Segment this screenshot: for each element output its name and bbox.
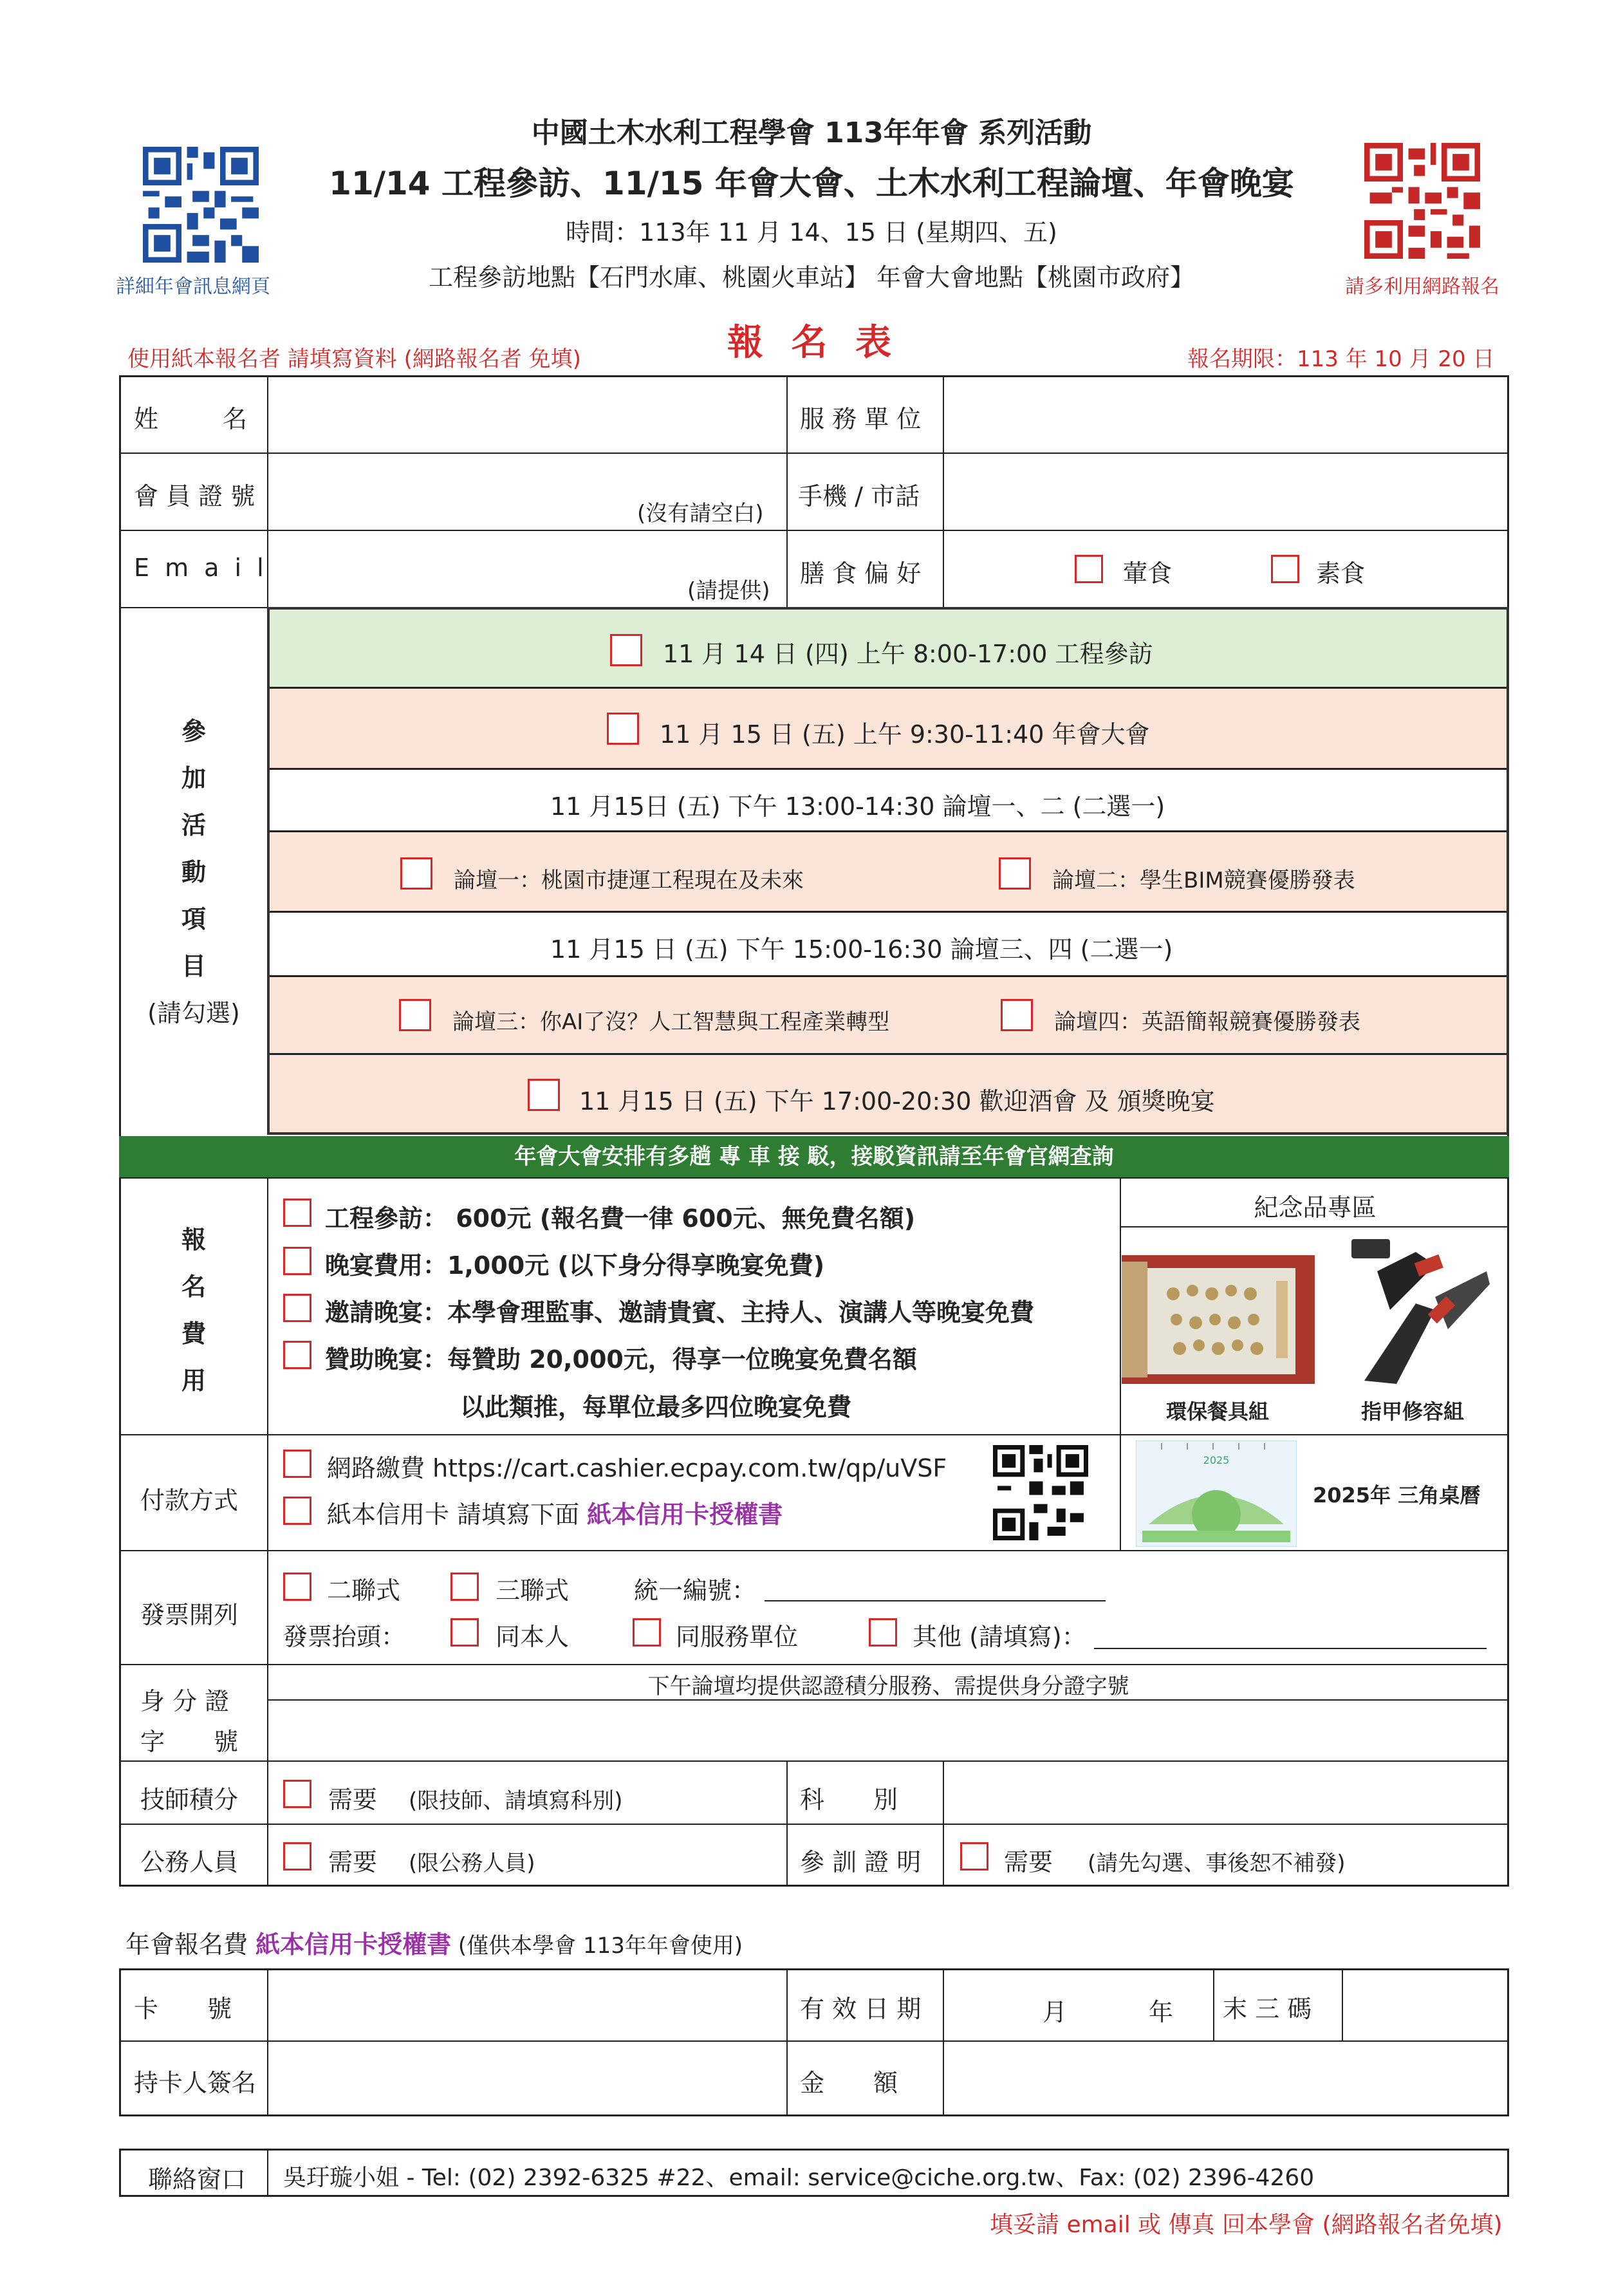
invoice-same-person-checkbox[interactable] [450, 1618, 479, 1647]
forum-2-label: 論壇二：學生BIM競賽優勝發表 [1052, 868, 1355, 893]
payment-label: 付款方式 [140, 1486, 239, 1515]
activity-2-text: 11 月 15 日 (五) 上午 9:30-11:40 年會大會 [660, 720, 1150, 749]
member-hint: (沒有請空白) [637, 501, 764, 527]
contact-label: 聯絡窗口 [148, 2165, 246, 2194]
souvenir-title: 紀念品專區 [1254, 1193, 1377, 1222]
engineer-credit-hint: (限技師、請填寫科別) [409, 1788, 623, 1814]
forum-4-checkbox[interactable] [1001, 999, 1033, 1031]
engineer-credit-label: 技師積分 [140, 1786, 239, 1814]
expiry-label: 有 效 日 期 [800, 1995, 922, 2023]
id-input[interactable] [269, 1701, 1508, 1760]
tax-id-label: 統一編號： [634, 1576, 757, 1605]
phone-label: 手機 / 市話 [798, 482, 920, 510]
footer-note: 填妥請 email 或 傳真 回本學會 (網路報名者免填) [990, 2212, 1503, 2238]
certificate-need: 需要 [1004, 1848, 1053, 1876]
certificate-hint: (請先勾選、事後恕不補發) [1088, 1851, 1346, 1876]
fees-side-label: 報 名 費 用 [181, 1226, 206, 1395]
shuttle-banner: 年會大會安排有多趟 專 車 接 駁，接駁資訊請至年會官網查詢 [119, 1136, 1509, 1177]
forum-2-checkbox[interactable] [999, 857, 1031, 890]
online-payment-text: 網路繳費 https://cart.cashier.ecpay.com.tw/qp/uVSF [327, 1454, 947, 1482]
fee-3-text: 邀請晚宴：本學會理監事、邀請貴賓、主持人、演講人等晚宴免費 [325, 1298, 1035, 1327]
card-number-label: 卡 號 [134, 1995, 232, 2023]
tableware-set-image [1122, 1255, 1315, 1384]
event-location: 工程參訪地點【石門水庫、桃園火車站】 年會大會地點【桃園市政府】 [428, 263, 1195, 292]
certificate-checkbox[interactable] [960, 1842, 988, 1871]
diet-veg-label: 素食 [1316, 559, 1366, 588]
souvenir-1-label: 環保餐具組 [1165, 1399, 1269, 1424]
activity-1-checkbox[interactable] [610, 634, 642, 666]
form-title: 報 名 表 [727, 322, 899, 364]
diet-meat-checkbox[interactable] [1075, 555, 1103, 583]
card-section-title: 年會報名費 紙本信用卡授權書 (僅供本學會 113年年會使用) [125, 1930, 743, 1959]
engineer-credit-need: 需要 [328, 1786, 378, 1814]
forum-4-label: 論壇四：英語簡報競賽優勝發表 [1054, 1009, 1360, 1035]
invoice-other-label: 其他 (請填寫)： [913, 1623, 1086, 1651]
payment-qr-code[interactable] [993, 1445, 1088, 1540]
souvenir-2-label: 指甲修容組 [1360, 1399, 1464, 1424]
civil-servant-hint: (限公務人員) [409, 1851, 535, 1876]
title-line-2: 11/14 工程參訪、11/15 年會大會、土木水利工程論壇、年會晚宴 [329, 165, 1294, 202]
paper-card-checkbox[interactable] [283, 1497, 311, 1525]
invoice-label: 發票開列 [140, 1601, 239, 1629]
fee-1-checkbox[interactable] [283, 1199, 311, 1227]
fee-4-checkbox[interactable] [283, 1341, 311, 1369]
certificate-label: 參 訓 證 明 [800, 1848, 922, 1876]
id-label-1: 身 分 證 [140, 1687, 230, 1715]
invoice-same-org-label: 同服務單位 [676, 1623, 799, 1651]
org-label: 服 務 單 位 [800, 405, 922, 433]
amount-input[interactable] [945, 2042, 1507, 2114]
cardholder-label: 持卡人簽名 [134, 2069, 257, 2097]
cardholder-signature[interactable] [269, 2042, 785, 2114]
diet-veg-checkbox[interactable] [1271, 555, 1299, 583]
qr-right-caption: 請多利用網路報名 [1345, 275, 1499, 298]
fee-1-text: 工程參訪： 600元 (報名費一律 600元、無免費名額) [325, 1204, 916, 1233]
banquet-checkbox[interactable] [528, 1079, 560, 1111]
title-line-1: 中國土木水利工程學會 113年年會 系列活動 [531, 117, 1092, 149]
department-input[interactable] [945, 1762, 1507, 1823]
card-number-input[interactable] [269, 1970, 785, 2040]
expiry-year-label: 年 [1149, 1998, 1174, 2026]
forum-3-label: 論壇三：你AI了沒？人工智慧與工程產業轉型 [452, 1009, 890, 1035]
invoice-other-input[interactable] [1094, 1618, 1487, 1649]
fee-3-checkbox[interactable] [283, 1294, 311, 1322]
name-label: 姓 名 [134, 405, 253, 433]
id-note: 下午論壇均提供認證積分服務、需提供身分證字號 [647, 1674, 1129, 1699]
card-auth-link[interactable]: 紙本信用卡授權書 [255, 1930, 452, 1959]
last3-label: 末 三 碼 [1223, 1995, 1312, 2023]
department-label: 科 別 [800, 1786, 898, 1814]
activities-side-label: 參 加 活 動 項 目 (請勾選) [147, 717, 240, 1027]
nail-kit-image [1339, 1233, 1493, 1387]
civil-servant-need: 需要 [328, 1848, 378, 1876]
desk-calendar-image [1136, 1441, 1297, 1547]
org-input[interactable] [945, 377, 1507, 452]
forum-1-checkbox[interactable] [400, 857, 432, 890]
invoice-other-checkbox[interactable] [869, 1618, 897, 1647]
expiry-month-label: 月 [1043, 1998, 1068, 2026]
qr-left-caption: 詳細年會訊息網頁 [116, 275, 270, 298]
fee-2-text: 晚宴費用：1,000元 (以下身分得享晚宴免費) [325, 1251, 825, 1280]
id-label-2: 字 號 [140, 1728, 239, 1756]
tax-id-input[interactable] [765, 1571, 1106, 1601]
paper-card-link[interactable]: 紙本信用卡授權書 [587, 1500, 783, 1529]
invoice-same-person-label: 同本人 [496, 1623, 570, 1651]
phone-input[interactable] [945, 454, 1507, 529]
event-time: 時間：113年 11 月 14、15 日 (星期四、五) [566, 218, 1057, 247]
contact-info: 吳玗璇小姐 - Tel: (02) 2392-6325 #22、email: service@ciche.org.tw、Fax: (02) 2396-4260 [283, 2165, 1315, 2191]
diet-meat-label: 葷食 [1123, 559, 1173, 588]
invoice-header-label: 發票抬頭： [283, 1623, 406, 1651]
activity-1-text: 11 月 14 日 (四) 上午 8:00-17:00 工程參訪 [663, 640, 1153, 668]
paper-note: 使用紙本報名者 請填寫資料 (網路報名者 免填) [127, 346, 581, 372]
email-label: E m a i l [134, 554, 268, 582]
fee-extra-note: 以此類推，每單位最多四位晚宴免費 [460, 1393, 852, 1421]
email-hint: (請提供) [687, 578, 770, 604]
souvenir-3-label: 2025年 三角桌曆 [1313, 1483, 1481, 1507]
online-payment-checkbox[interactable] [283, 1450, 311, 1478]
diet-label: 膳 食 偏 好 [800, 559, 922, 588]
invoice-duplicate-label: 二聯式 [327, 1576, 401, 1605]
calendar-year: 2025 [1203, 1454, 1230, 1466]
invoice-triplicate-label: 三聯式 [496, 1576, 570, 1605]
activity-2-checkbox[interactable] [607, 713, 639, 745]
last3-input[interactable] [1344, 1970, 1507, 2040]
name-input[interactable] [269, 377, 785, 452]
invoice-duplicate-checkbox[interactable] [283, 1573, 311, 1601]
member-label: 會 員 證 號 [134, 482, 255, 510]
paper-card-text: 紙本信用卡 請填寫下面 紙本信用卡授權書 [327, 1500, 783, 1529]
invoice-same-org-checkbox[interactable] [633, 1618, 661, 1647]
forum-1-label: 論壇一：桃園市捷運工程現在及未來 [454, 868, 804, 893]
banquet-text: 11 月15 日 (五) 下午 17:00-20:30 歡迎酒會 及 頒獎晚宴 [579, 1087, 1215, 1115]
forum-3-checkbox[interactable] [399, 999, 431, 1031]
invoice-triplicate-checkbox[interactable] [450, 1573, 479, 1601]
forum-session-1-header: 11 月15日 (五) 下午 13:00-14:30 論壇一、二 (二選一) [550, 792, 1165, 821]
fee-4-text: 贊助晚宴：每贊助 20,000元，得享一位晚宴免費名額 [325, 1345, 917, 1374]
deadline: 報名期限：113 年 10 月 20 日 [1187, 346, 1495, 372]
amount-label: 金 額 [800, 2069, 898, 2097]
fee-2-checkbox[interactable] [283, 1247, 311, 1275]
civil-servant-label: 公務人員 [140, 1848, 239, 1876]
engineer-credit-checkbox[interactable] [283, 1780, 311, 1808]
civil-servant-checkbox[interactable] [283, 1842, 311, 1871]
forum-session-2-header: 11 月15 日 (五) 下午 15:00-16:30 論壇三、四 (二選一) [550, 935, 1173, 964]
